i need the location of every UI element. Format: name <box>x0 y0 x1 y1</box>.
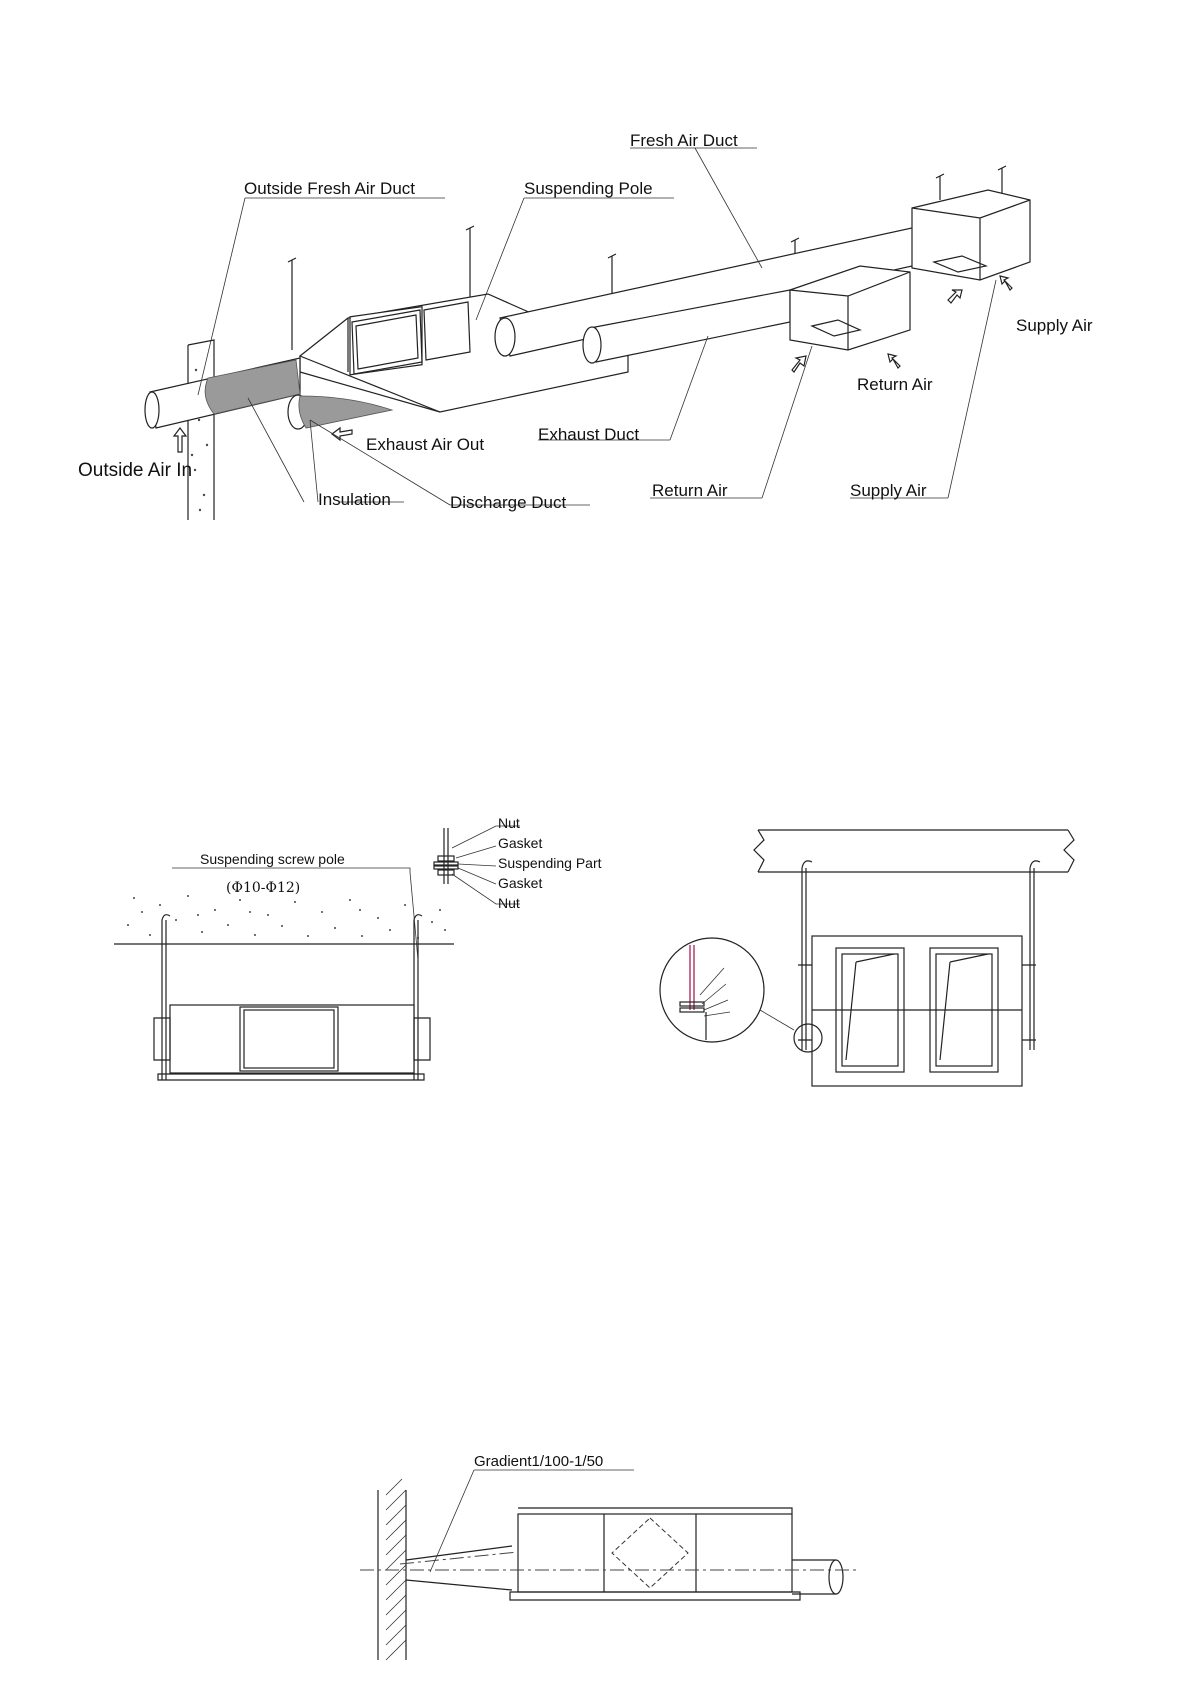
label-exhaust-air-out: Exhaust Air Out <box>366 435 485 454</box>
label-return-air-right: Return Air <box>857 375 933 394</box>
isometric-installation-diagram <box>78 131 1093 520</box>
label-nut-top: Nut <box>498 815 520 831</box>
label-nut-bottom: Nut <box>498 895 520 911</box>
label-outside-fresh-air-duct: Outside Fresh Air Duct <box>244 179 416 198</box>
discharge-duct <box>288 395 392 429</box>
label-supply-air-bottom: Supply Air <box>850 481 927 500</box>
ceiling-stipple <box>127 895 446 939</box>
label-fresh-air-duct: Fresh Air Duct <box>630 131 738 150</box>
label-suspending-part: Suspending Part <box>498 855 602 871</box>
label-suspending-pole: Suspending Pole <box>524 179 653 198</box>
label-exhaust-duct: Exhaust Duct <box>538 425 640 444</box>
label-gasket-bottom: Gasket <box>498 875 543 891</box>
label-gasket-top: Gasket <box>498 835 543 851</box>
gradient-diagram <box>360 1453 860 1660</box>
label-return-air-bottom: Return Air <box>652 481 728 500</box>
label-discharge-duct: Discharge Duct <box>450 493 567 512</box>
supply-air-box <box>912 190 1030 280</box>
label-suspending-screw-pole: Suspending screw pole <box>200 851 345 867</box>
suspension-front-view <box>114 815 602 1080</box>
label-supply-air-right: Supply Air <box>1016 316 1093 335</box>
label-outside-air-in: Outside Air In <box>78 460 193 481</box>
outside-fresh-air-duct <box>145 358 300 428</box>
label-gradient: Gradient1/100-1/50 <box>474 1453 604 1470</box>
suspension-side-view <box>660 830 1074 1086</box>
outside-wall <box>188 340 214 520</box>
label-diameter: (Φ10-Φ12) <box>226 880 301 896</box>
label-insulation: Insulation <box>318 490 391 509</box>
